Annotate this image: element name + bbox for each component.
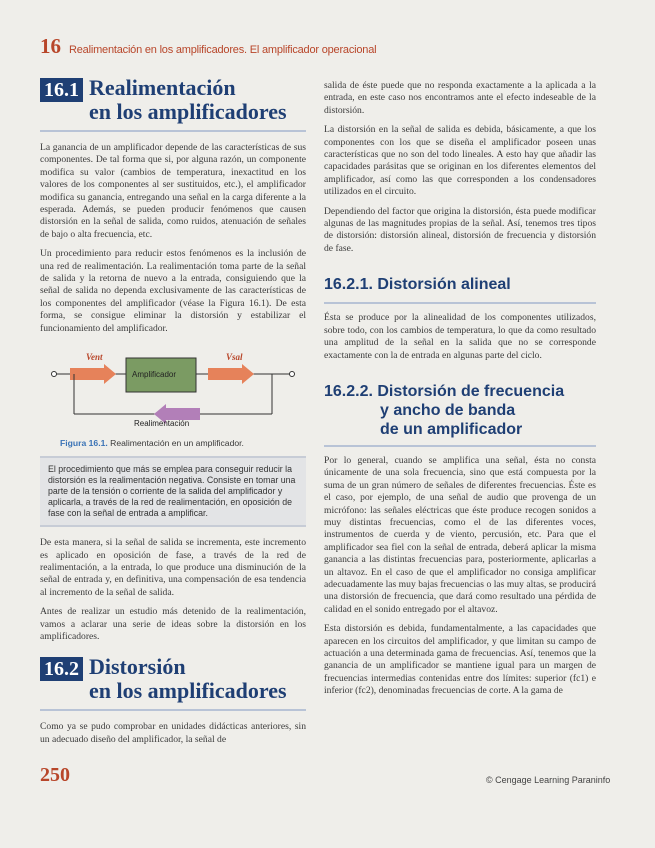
input-voltage-label: Vent xyxy=(86,352,103,363)
paragraph: Ésta se produce por la alinealidad de los componentes utilizados, sobre todo, con los cambios de temperatura, lo que da como resultado una amplitud de la señal en la salida que no se corresponde exactamente con la de entrada en algunas parte del ciclo. xyxy=(324,312,596,361)
section-title-line2: en los amplificadores xyxy=(89,678,287,704)
paragraph: Un procedimiento para reducir estos fenómenos es la inclusión de una red de realimentación. La realimentación toma parte de la señal de salida y la retorna de nuevo a la entrada, consiguiendo que la señal de salida no dependa exclusivamente de las características de los componentes del amplificador (véase la Figura 16.1). De esta forma, se consigue eliminar la distorsión y estabilizar el funcionamiento del amplificador. xyxy=(40,248,306,334)
section-title-line1: Distorsión xyxy=(89,654,186,680)
subsection-title-line2: y ancho de banda xyxy=(380,401,516,419)
feedback-label: Realimentación xyxy=(134,419,190,429)
paragraph: Como ya se pudo comprobar en unidades didácticas anteriores, sin un adecuado diseño del amplificador, la señal de xyxy=(40,721,306,745)
left-column xyxy=(40,76,306,753)
paragraph: La ganancia de un amplificador depende de las características de sus componentes. De tal forma que si, por alguna razón, un componente modifica su valor (cambios de temperatura, inexactitud en los valores de los componentes al ser sustituidos, etc.), el amplificador modifica su ganancia, entregando una señal en la carga diferente a la esperada. Además, se pueden producir fenómenos que causen distorsión en la señal de salida, como ruidos, atenuación de señales de bajo o alta frecuencia, etc. xyxy=(40,142,306,240)
running-header xyxy=(40,34,400,56)
section-rule xyxy=(40,709,306,711)
paragraph: salida de éste puede que no responda exactamente a la aplicada a la entrada, en este caso nos encontramos ante el efecto indeseable de la distorsión. xyxy=(324,80,596,116)
section-heading-16-2 xyxy=(40,655,306,703)
paragraph: De esta manera, si la señal de salida se incrementa, este incremento es aplicado en oposición de fase, a través de la red de realimentación, a la entrada, lo que produce una disminución de la señal de entrada y, en definitiva, una compensación de esa tendencia al incremento de la señal de salida. xyxy=(40,537,306,598)
chapter-number: 16 xyxy=(40,34,61,58)
section-rule xyxy=(324,445,596,447)
input-terminal xyxy=(52,372,57,377)
output-voltage-label: Vsal xyxy=(226,352,243,363)
section-number: 16.1 xyxy=(40,78,83,102)
paragraph: Esta distorsión es debida, fundamentalmente, a las capacidades que aparecen en los circuitos del amplificador, y que limitan su campo de actuación a una determinada gama de frecuencias. Así, tenemos que la ganancia de un amplificador se mantiene igual para un margen de frecuencias intermedias contenidas entre dos límites: superior (fc1) e inferior (fc2), denominadas frecuencias de corte. A la gama de xyxy=(324,623,596,697)
section-number: 16.2 xyxy=(40,657,83,681)
section-title-line2: en los amplificadores xyxy=(89,99,287,124)
section-title xyxy=(89,655,287,703)
paragraph: La distorsión en la señal de salida es debida, básicamente, a que los componentes con los que se diseña el amplificador poseen unas características que no son del todo lineales. A esto hay que añadir las capacidades parásitas que se originan en los diferentes elementos del amplificador, así como las que corresponden a los condensadores utilizados en el circuito. xyxy=(324,124,596,198)
subsection-heading-16-2-2 xyxy=(324,382,596,439)
section-title xyxy=(89,76,287,124)
figure-caption-label: Figura 16.1. xyxy=(60,438,108,449)
subsection-title-line1: 16.2.2. Distorsión de frecuencia xyxy=(324,382,565,400)
paragraph: Por lo general, cuando se amplifica una señal, ésta no consta únicamente de una sola frecuencia, sino que está compuesta por la suma de un gran número de señales de diferentes frecuencias. Éste es el caso, por ejemplo, de una señal de audio que provenga de un micrófono: las señales eléctricas que éste produce recogen sonidos a muy distintas frecuencias, como el de las diferentes voces, instrumentos de cuerda y de viento, percusión, etc. Para que el amplificador sea fiel con la señal de entrada, deberá aplicar la misma ganancia a las distintas frecuencias para, posteriormente, aplicarlas a un altavoz. En el caso de que el amplificador no consiga amplificar adecuadamente las muy bajas frecuencias o las muy altas, se producirá una distorsión de frecuencia, que dará como resultado una pérdida de calidad en el sonido entregado por el altavoz. xyxy=(324,454,596,615)
input-arrow xyxy=(70,364,116,384)
output-arrow xyxy=(208,364,254,384)
section-heading-16-1 xyxy=(40,76,306,124)
publisher-credit: © Cengage Learning Paraninfo xyxy=(486,775,611,785)
page-number: 250 xyxy=(40,764,70,786)
section-rule xyxy=(40,130,306,132)
output-terminal xyxy=(290,372,295,377)
figure-caption xyxy=(60,438,306,448)
chapter-title: Realimentación en los amplificadores. El amplificador operacional xyxy=(69,44,377,56)
figure-caption-text: Realimentación en un amplificador. xyxy=(110,438,244,449)
figure-16-1 xyxy=(40,342,306,434)
section-rule xyxy=(324,302,596,304)
note-box: El procedimiento que más se emplea para conseguir reducir la distorsión es la realimentación negativa. Consiste en tomar una parte de la tensión o corriente de la salida del amplificador y aplicarla, a través de la red de realimentación, en oposición de fase con la señal de entrada a amplificar. xyxy=(40,456,306,527)
amplifier-label: Amplificador xyxy=(132,370,177,380)
right-column xyxy=(324,80,596,705)
paragraph: Antes de realizar un estudio más detenido de la realimentación, vamos a aclarar una serie de ideas sobre la distorsión en los amplificadores. xyxy=(40,606,306,642)
section-title-line1: Realimentación xyxy=(89,75,236,100)
paragraph: Dependiendo del factor que origina la distorsión, ésta puede modificar algunas de las magnitudes propias de la señal. Así, tenemos tres tipos de distorsión: distorsión alineal, distorsión de frecuencia y distorsión de fase. xyxy=(324,205,596,254)
subsection-heading-16-2-1: 16.2.1. Distorsión alineal xyxy=(324,276,511,294)
subsection-title-line3: de un amplificador xyxy=(380,420,523,438)
